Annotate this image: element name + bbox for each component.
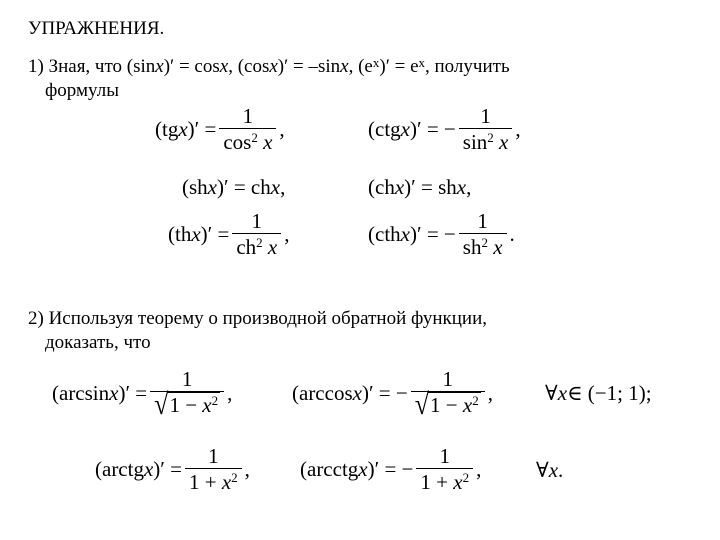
forall-symbol: ∀ xyxy=(545,380,558,405)
formula-arctg: (arctg x )′ = $\frac{1}{1 + x^2}$ , xyxy=(95,443,250,494)
sqrt-symbol: √ $1 - x^2$ xyxy=(154,387,219,422)
formula-ch: (ch x )′ = sh x , xyxy=(368,174,472,199)
fraction: $\frac{1}{1 + x^2}$ xyxy=(185,444,242,495)
formula-sh: (sh x )′ = ch x , xyxy=(182,174,286,199)
item2-line2: доказать, что xyxy=(45,332,151,353)
heading: УПРАЖНЕНИЯ. xyxy=(28,18,165,39)
item2-line1: 2) Используя теорему о производной обратной функции, xyxy=(28,308,487,329)
sqrt-symbol: √ $1 - x^2$ xyxy=(414,387,479,422)
fraction: $\frac{1}{\cos^2 x}$ xyxy=(219,104,276,155)
formula-ctg: (ctg x )′ = − $\frac{1}{\sin^2 x}$ , xyxy=(368,103,521,154)
formula-arcctg: (arcctg x )′ = − $\frac{1}{1 + x^2}$ , xyxy=(300,443,482,494)
formula-arcsin: (arcsin x )′ = 1 √ $1 - x^2$ , xyxy=(52,367,233,422)
domain-2: ∀ x . xyxy=(536,457,564,482)
formula-tg: (tg x )′ = $\frac{1}{\cos^2 x}$ , xyxy=(155,103,285,154)
fraction: $\frac{1}{\sin^2 x}$ xyxy=(459,104,513,155)
formula-arccos: (arccos x )′ = − 1 √ $1 - x^2$ , xyxy=(292,367,493,422)
forall-symbol: ∀ xyxy=(536,457,549,482)
formula-cth: (cth x )′ = − $\frac{1}{sh^2 x}$ . xyxy=(368,208,515,259)
fraction: 1 √ $1 - x^2$ xyxy=(411,367,485,419)
formula-th: (th x )′ = $\frac{1}{ch^2 x}$ , xyxy=(168,208,290,259)
item1-line1: 1) Зная, что (sinx)′ = cosx, (cosx)′ = –sinx, $(e^x)' = e^x$, получить xyxy=(28,55,510,77)
fraction: $\frac{1}{1 + x^2}$ xyxy=(416,444,473,495)
item1-line2: формулы xyxy=(45,80,119,101)
fraction: 1 √ $1 - x^2$ xyxy=(150,367,224,419)
domain-1: ∀ x ∈ (−1; 1); xyxy=(545,380,652,405)
fraction: $\frac{1}{sh^2 x}$ xyxy=(459,209,507,260)
fraction: $\frac{1}{ch^2 x}$ xyxy=(232,209,281,260)
